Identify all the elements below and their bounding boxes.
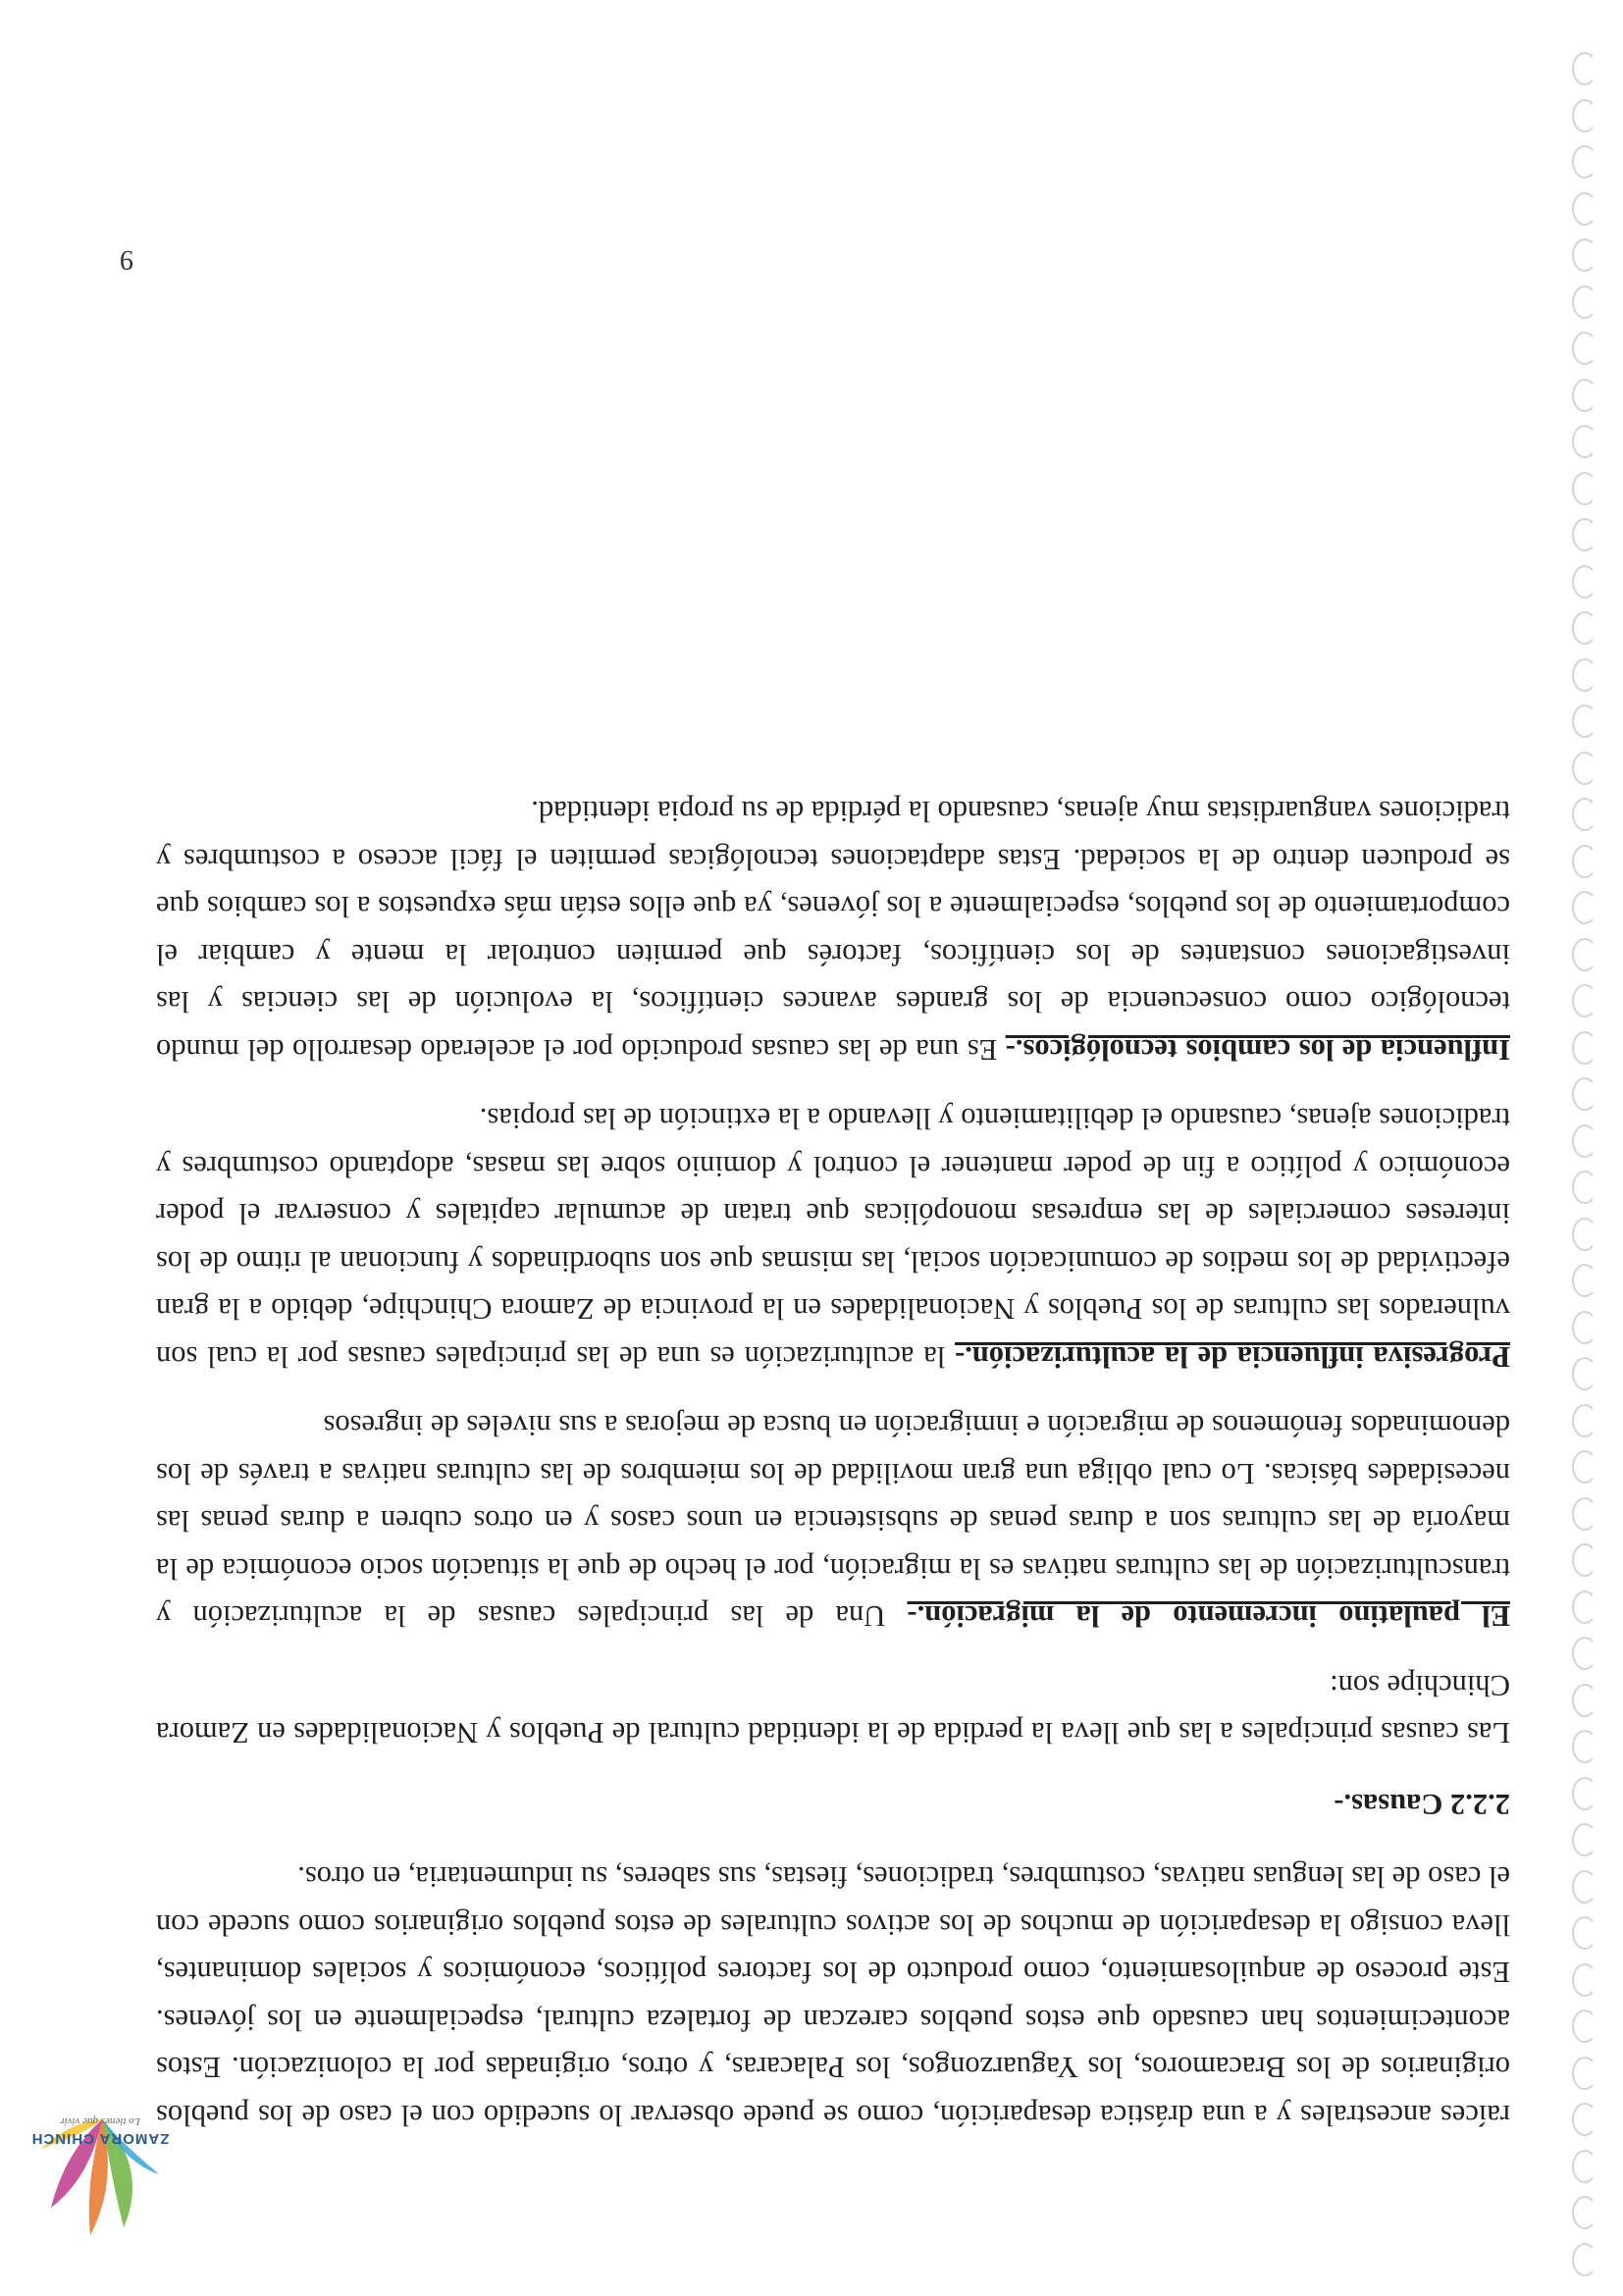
- binding-hole: [1572, 519, 1597, 552]
- cause-text: Es una de las causas producido por el acelerado desarrollo del mundo tecnológico como consecuencia de los grandes avances científicos, la evolución de las ciencias y las investigaciones constantes de los científicos, factorés que permiten controlar la mente y cambiar el comportamiento de los pueblos, especialmente a los jóvenes, ya que ellos están más expuestos a los cambios que se producen dentro de la sociedad. Estas adaptaciones tecnológicas permiten el fácil acceso a costumbres y tradiciones vanguardistas muy ajenas, causando la pérdida de su propia identidad.: [156, 795, 1510, 1067]
- binding-hole: [1572, 426, 1597, 459]
- binding-hole: [1572, 845, 1597, 878]
- binding-hole: [1572, 2010, 1597, 2044]
- spiral-binding: [1566, 20, 1605, 2276]
- logo-tagline: Lo tienes que vivir: [60, 2115, 140, 2127]
- cause-title: Influencia de los cambios tecnológicos.-: [1005, 1033, 1510, 1067]
- binding-hole: [1572, 286, 1597, 319]
- binding-hole: [1572, 938, 1597, 971]
- binding-hole: [1572, 752, 1597, 785]
- binding-hole: [1572, 985, 1597, 1018]
- binding-hole: [1572, 1218, 1597, 1251]
- binding-hole: [1572, 892, 1597, 925]
- binding-hole: [1572, 1265, 1597, 1298]
- cause-text: Una de las principales causas de la aculturización y transculturización de las culturas nativas es la migración, por el hecho de que la situación socio económica de la mayoría de las culturas son a duras penas de subsistencia en unos casos y en otros cubren a duras penas las necesidades básicas. Lo cual obliga una gran movilidad de los miembros de las culturas nativas a través de los denominados fenómenos de migración e inmigración en busca de mejoras a sus niveles de ingresos: [156, 1409, 1510, 1634]
- binding-hole: [1572, 1824, 1597, 1857]
- cause-technology: [156, 788, 1510, 1073]
- binding-hole: [1572, 1591, 1597, 1624]
- logo-name: ZAMORA CHINCH: [30, 2130, 170, 2147]
- binding-hole: [1572, 1124, 1597, 1158]
- causes-intro: Las causas principales a las que lleva la perdida de la identidad cultural de Pueblos y Nacionalidades en Zamora Chinchipe son:: [156, 1669, 1510, 1750]
- binding-hole: [1572, 1358, 1597, 1391]
- cause-acculturation: [156, 1095, 1510, 1381]
- binding-hole: [1572, 1404, 1597, 1437]
- binding-hole: [1572, 53, 1597, 86]
- binding-hole: [1572, 1684, 1597, 1717]
- section-heading: 2.2.2 Causas.-: [1334, 1788, 1510, 1821]
- binding-hole: [1572, 1963, 1597, 1997]
- binding-hole: [1572, 1917, 1597, 1951]
- binding-hole: [1572, 2057, 1597, 2090]
- binding-hole: [1572, 379, 1597, 412]
- binding-hole: [1572, 565, 1597, 599]
- binding-hole: [1572, 1497, 1597, 1531]
- document-body: [156, 788, 1510, 2139]
- binding-hole: [1572, 658, 1597, 692]
- binding-hole: [1572, 612, 1597, 646]
- cause-title: Progresiva influencia de la aculturización.-: [955, 1340, 1510, 1374]
- binding-hole: [1572, 239, 1597, 273]
- binding-hole: [1572, 2197, 1597, 2230]
- binding-hole: [1572, 2150, 1597, 2183]
- binding-hole: [1572, 192, 1597, 226]
- binding-hole: [1572, 1777, 1597, 1810]
- binding-hole: [1572, 472, 1597, 505]
- cause-text: la aculturización es una de las principales causas por la cual son vulnerados las culturas de los Pueblos y Nacionalidades en la provincia de Zamora Chinchipe, debido a la gran efectividad de los medios de comunicación social, las mismas que son subordinados y funcionan al ritmo de los intereses comerciales de las empresas monopólicas que tratan de acumular capitales y conservar el poder económico y político a fin de poder mantener el control y dominio sobre las masas, adoptando costumbres y tradiciones ajenas, causando el debilitamiento y llevando a la extinción de las propias.: [155, 1102, 1510, 1374]
- binding-hole: [1572, 146, 1597, 180]
- binding-hole: [1572, 1031, 1597, 1065]
- binding-hole: [1572, 99, 1597, 132]
- binding-hole: [1572, 705, 1597, 739]
- page-number: 9: [120, 244, 133, 275]
- binding-hole: [1572, 1078, 1597, 1112]
- binding-hole: [1572, 1544, 1597, 1578]
- binding-hole: [1572, 1172, 1597, 1205]
- binding-hole: [1572, 799, 1597, 832]
- binding-hole: [1572, 1638, 1597, 1671]
- binding-hole: [1572, 333, 1597, 366]
- binding-hole: [1572, 2243, 1597, 2276]
- zamora-chinchipe-logo-icon: [33, 2061, 171, 2257]
- cause-title: El paulatino incremento de la migración.-: [907, 1599, 1510, 1634]
- cause-migration: [156, 1402, 1510, 1641]
- binding-hole: [1572, 1311, 1597, 1344]
- binding-hole: [1572, 1731, 1597, 1764]
- binding-hole: [1572, 1451, 1597, 1485]
- binding-hole: [1572, 1870, 1597, 1904]
- intro-paragraph: raíces ancestrales y a una drástica desaparición, como se puede observar lo sucedido con el caso de los pueblos originarios de los Bracamoros, los Yaguarzongos, los Palacaras, y otros, originadas por la colonización. Estos acontecimientos han causado que estos pueblos carezcan de fortaleza cultural, especialmente en los jóvenes. Este proceso de anquilosamiento, como producto de los factores políticos, económicos y sociales dominantes, lleva consigo la desaparición de muchos de los activos culturales de estos pueblos originarios como sucede con el caso de las lenguas nativas, costumbres, tradiciones, fiestas, sus saberes, su indumentaria, en otros.: [156, 1860, 1510, 2132]
- binding-hole: [1572, 2104, 1597, 2137]
